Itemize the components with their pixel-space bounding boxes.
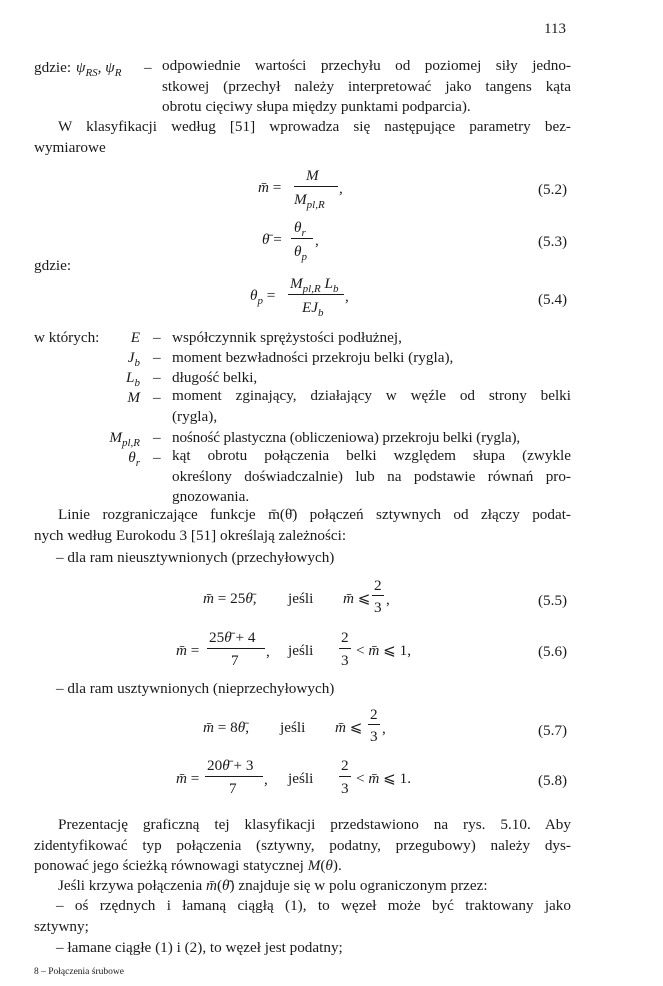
bullet-braced: – dla ram usztywnionych (nieprzechyłowych) <box>56 680 335 697</box>
eq-5-7-label: (5.7) <box>538 722 568 739</box>
eq-5-6-cond-word: jeśli <box>288 642 314 659</box>
eq-5-8-fraction-bar <box>205 776 263 777</box>
eq-5-2-fraction-bar <box>294 186 338 187</box>
eq-5-7-cond-word: jeśli <box>280 719 306 736</box>
def-text-M-line-2: (rygla), <box>172 407 218 425</box>
eq-5-6-den: 7 <box>231 652 239 669</box>
eq-5-2-tail: , <box>339 180 343 197</box>
para-lines-line-1: Linie rozgraniczające funkcje m̄(θ̄) połączeń sztywnych od złączy podat- <box>58 506 571 523</box>
def-symbol-Jb: $J_b$ <box>127 349 140 370</box>
eq-5-5-fraction-bar <box>372 595 384 596</box>
eq-5-8-tail: , <box>264 771 268 788</box>
para-classification-line-2: wymiarowe <box>34 138 106 156</box>
def-dash-Mpl: – <box>153 429 161 446</box>
eq-5-8-num: 20θ̄ + 3 <box>207 757 254 774</box>
eq-5-8-cond-rest: < m̄ ⩽ 1. <box>356 770 412 787</box>
eq-5-7-cond-lhs: m̄ ⩽ <box>335 719 363 736</box>
para-lines-line-2: nych według Eurokodu 3 [51] określają zależności: <box>34 526 347 544</box>
eq-5-5-label: (5.5) <box>538 592 568 609</box>
def-text-theta-r <box>172 446 571 508</box>
eq-5-5-cond-den: 3 <box>374 599 382 616</box>
eq-5-8-lhs: m̄ = <box>176 770 200 787</box>
def-text-Jb: moment bezwładności przekroju belki (rygla), <box>172 349 454 366</box>
eq-5-5-cond-word: jeśli <box>288 590 314 607</box>
bullet-polyline: – łamane ciągłe (1) i (2), to węzeł jest podatny; <box>56 939 343 956</box>
eq-5-2-lhs: m̄ = <box>258 179 282 196</box>
eq-5-7-cond-tail: , <box>382 720 386 737</box>
para-classification <box>34 117 571 158</box>
def-symbol-Lb: $L_b$ <box>126 369 140 390</box>
eq-5-5-lhs: m̄ = 25θ̄, <box>203 590 257 607</box>
def-text-Lb: długość belki, <box>172 369 258 386</box>
eq-5-3-den: $\theta_p$ <box>294 243 307 264</box>
eq-5-6-fraction-bar-2 <box>339 648 351 649</box>
def-psi-lead: gdzie: <box>34 59 72 76</box>
eq-5-4-label: (5.4) <box>538 291 568 308</box>
def-symbol-theta-r: $\theta_r$ <box>128 449 140 470</box>
eq-5-6-label: (5.6) <box>538 643 568 660</box>
eq-5-8-cond-num: 2 <box>341 757 349 774</box>
def-dash-M: – <box>153 389 161 406</box>
def-symbol-Mpl: $M_{pl,R}$ <box>109 429 140 450</box>
eq-5-5-cond-tail: , <box>386 591 390 608</box>
eq-5-8-cond-word: jeśli <box>288 770 314 787</box>
where-label: w których: <box>34 329 100 346</box>
footer-note: 8 – Połączenia śrubowe <box>34 967 124 977</box>
gdzie-label: gdzie: <box>34 257 72 274</box>
para-curve <box>58 876 571 897</box>
eq-5-3-lhs: θ̄ = <box>262 231 282 248</box>
eq-5-3-fraction-bar <box>291 238 313 239</box>
def-symbol-M: M <box>127 389 140 406</box>
def-text-theta-r-line-2: określony doświadczalnie) lub na podstawie równań pro- <box>172 467 571 485</box>
def-psi-line-1: odpowiednie wartości przechyłu od poziomej siły jedno- <box>162 57 571 74</box>
eq-5-6-fraction-bar <box>207 648 265 649</box>
def-text-M-line-1: moment zginający, działający w węźle od strony belki <box>172 387 571 404</box>
eq-5-8-cond-den: 3 <box>341 780 349 797</box>
def-psi-text <box>162 56 571 118</box>
eq-5-5-cond-lhs: m̄ ⩽ <box>343 590 371 607</box>
def-psi-symbols: $\psi_{RS}$, $\psi_R$ <box>76 59 122 80</box>
def-dash-theta-r: – <box>153 449 161 466</box>
def-text-E: współczynnik sprężystości podłużnej, <box>172 329 402 346</box>
eq-5-4-tail: , <box>345 288 349 305</box>
eq-5-6-num: 25θ̄ + 4 <box>209 629 256 646</box>
eq-5-6-cond-rest: < m̄ ⩽ 1, <box>356 642 412 659</box>
def-psi-line-2: stkowej (przechył należy interpretować jako tangens kąta <box>162 77 571 95</box>
def-dash-Lb: – <box>153 369 161 386</box>
eq-5-4-fraction-bar <box>288 294 344 295</box>
def-text-Mpl: nośność plastyczna (obliczeniowa) przekroju belki (rygla), <box>172 429 521 446</box>
bullet-axis <box>34 896 571 937</box>
para-lines <box>34 505 571 546</box>
eq-5-8-label: (5.8) <box>538 772 568 789</box>
eq-5-6-cond-den: 3 <box>341 652 349 669</box>
para-presentation-line-3: ponować jego ścieżką równowagi statycznej M(θ). <box>34 857 342 874</box>
eq-5-3-label: (5.3) <box>538 233 568 250</box>
eq-5-2-den: $M_{pl,R}$ <box>294 191 325 212</box>
eq-5-8-fraction-bar-2 <box>339 776 351 777</box>
bullet-unbraced: – dla ram nieusztywnionych (przechyłowych) <box>56 549 335 566</box>
para-presentation <box>34 815 571 877</box>
def-dash-E: – <box>153 329 161 346</box>
bullet-axis-line-2: sztywny; <box>34 917 89 935</box>
def-psi-dash: – <box>144 59 152 76</box>
eq-5-8-den: 7 <box>229 780 237 797</box>
eq-5-6-tail: , <box>266 643 270 660</box>
bullet-axis-line-1: – oś rzędnych i łamaną ciągłą (1), to węzeł może być traktowany jako <box>56 897 571 914</box>
para-presentation-line-1: Prezentację graficzną tej klasyfikacji przedstawiono na rys. 5.10. Aby <box>58 816 571 833</box>
def-dash-Jb: – <box>153 349 161 366</box>
eq-5-3-num: $\theta_r$ <box>294 219 306 240</box>
def-text-M <box>172 386 571 427</box>
para-classification-line-1: W klasyfikacji według [51] wprowadza się następujące parametry bez- <box>58 118 571 135</box>
eq-5-4-num: $M_{pl,R}$ $L_b$ <box>290 275 339 296</box>
eq-5-3-tail: , <box>315 232 319 249</box>
eq-5-6-lhs: m̄ = <box>176 642 200 659</box>
eq-5-5-cond-num: 2 <box>374 577 382 594</box>
page-number: 113 <box>544 21 566 37</box>
eq-5-6-cond-num: 2 <box>341 629 349 646</box>
eq-5-2-label: (5.2) <box>538 181 568 198</box>
eq-5-7-fraction-bar <box>368 724 380 725</box>
def-text-theta-r-line-3: gnozowania. <box>172 488 250 505</box>
eq-5-7-lhs: m̄ = 8θ̄, <box>203 719 249 736</box>
para-presentation-line-2: zidentyfikować typ połączenia (sztywny, podatny, przegubowy) należy dys- <box>34 836 571 854</box>
eq-5-2-num: M <box>306 167 319 184</box>
para-curve-line: Jeśli krzywa połączenia m̄(θ̄) znajduje się w polu ograniczonym przez: <box>58 877 488 894</box>
eq-5-7-cond-num: 2 <box>370 706 378 723</box>
eq-5-4-den: $EJ_b$ <box>302 299 324 320</box>
def-symbol-E: E <box>130 329 140 346</box>
eq-5-4-lhs: $\theta_p$ = <box>250 287 276 308</box>
eq-5-7-cond-den: 3 <box>370 728 378 745</box>
def-text-theta-r-line-1: kąt obrotu połączenia belki względem słupa (zwykle <box>172 447 571 464</box>
def-psi-line-3: obrotu cięciwy słupa między punktami podparcia). <box>162 98 471 115</box>
